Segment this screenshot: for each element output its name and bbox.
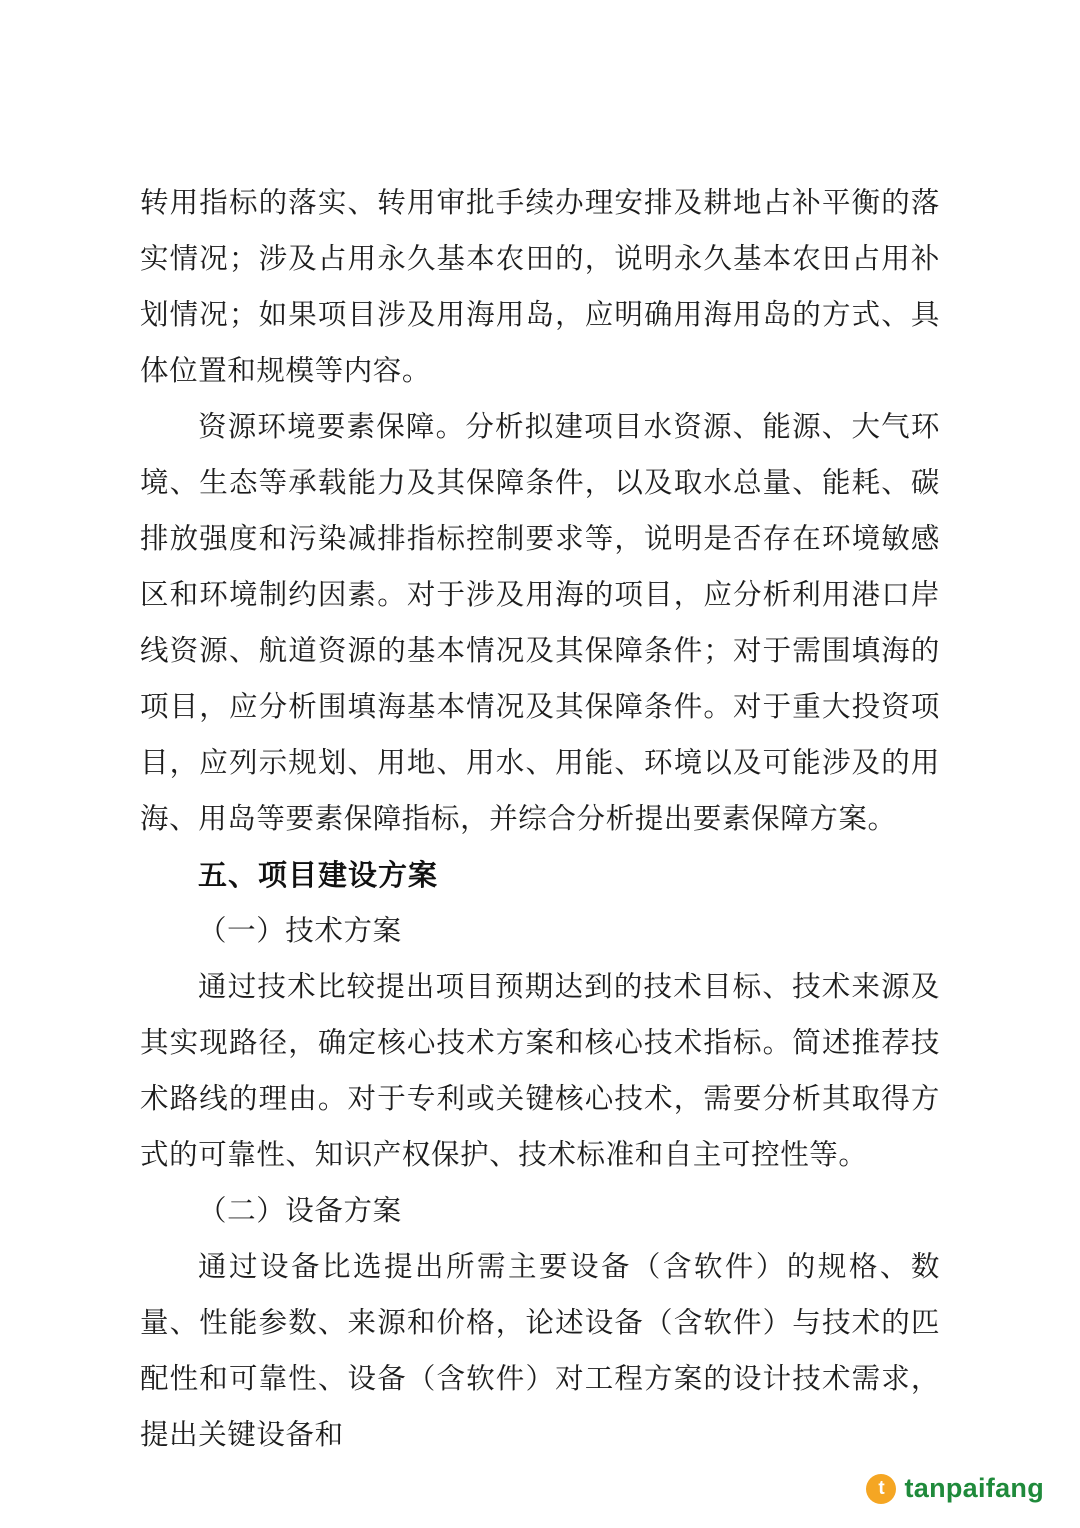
watermark [866,1473,1044,1504]
watermark-logo-icon: t [866,1474,896,1504]
watermark-label: tanpaifang [904,1473,1044,1503]
paragraph-equipment-plan-body: 通过设备比选提出所需主要设备（含软件）的规格、数量、性能参数、来源和价格，论述设备（含软件）与技术的匹配性和可靠性、设备（含软件）对工程方案的设计技术需求，提出关键设备和 [140,1252,940,1451]
paragraph-resource-environment-assurance: 资源环境要素保障。分析拟建项目水资源、能源、大气环境、生态等承载能力及其保障条件，以及取水总量、能耗、碳排放强度和污染减排指标控制要求等，说明是否存在环境敏感区和环境制约因素。对于涉及用海的项目，应分析利用港口岸线资源、航道资源的基本情况及其保障条件；对于需围填海的项目，应分析围填海基本情况及其保障条件。对于重大投资项目，应列示规划、用地、用水、用能、环境以及可能涉及的用海、用岛等要素保障指标，并综合分析提出要素保障方案。 [140,412,940,835]
document-body [140,176,940,1464]
paragraph-land-use-indicators: 转用指标的落实、转用审批手续办理安排及耕地占补平衡的落实情况；涉及占用永久基本农田的，说明永久基本农田占用补划情况；如果项目涉及用海用岛，应明确用海用岛的方式、具体位置和规模等内容。 [140,188,940,387]
section-heading-project-construction-plan: 五、项目建设方案 [198,860,439,892]
subsection-heading-equipment-plan: （二）设备方案 [198,1196,402,1227]
paragraph-technical-plan-body: 通过技术比较提出项目预期达到的技术目标、技术来源及其实现路径，确定核心技术方案和核心技术指标。简述推荐技术路线的理由。对于专利或关键核心技术，需要分析其取得方式的可靠性、知识产权保护、技术标准和自主可控性等。 [140,972,940,1171]
subsection-heading-technical-plan: （一）技术方案 [198,916,402,947]
